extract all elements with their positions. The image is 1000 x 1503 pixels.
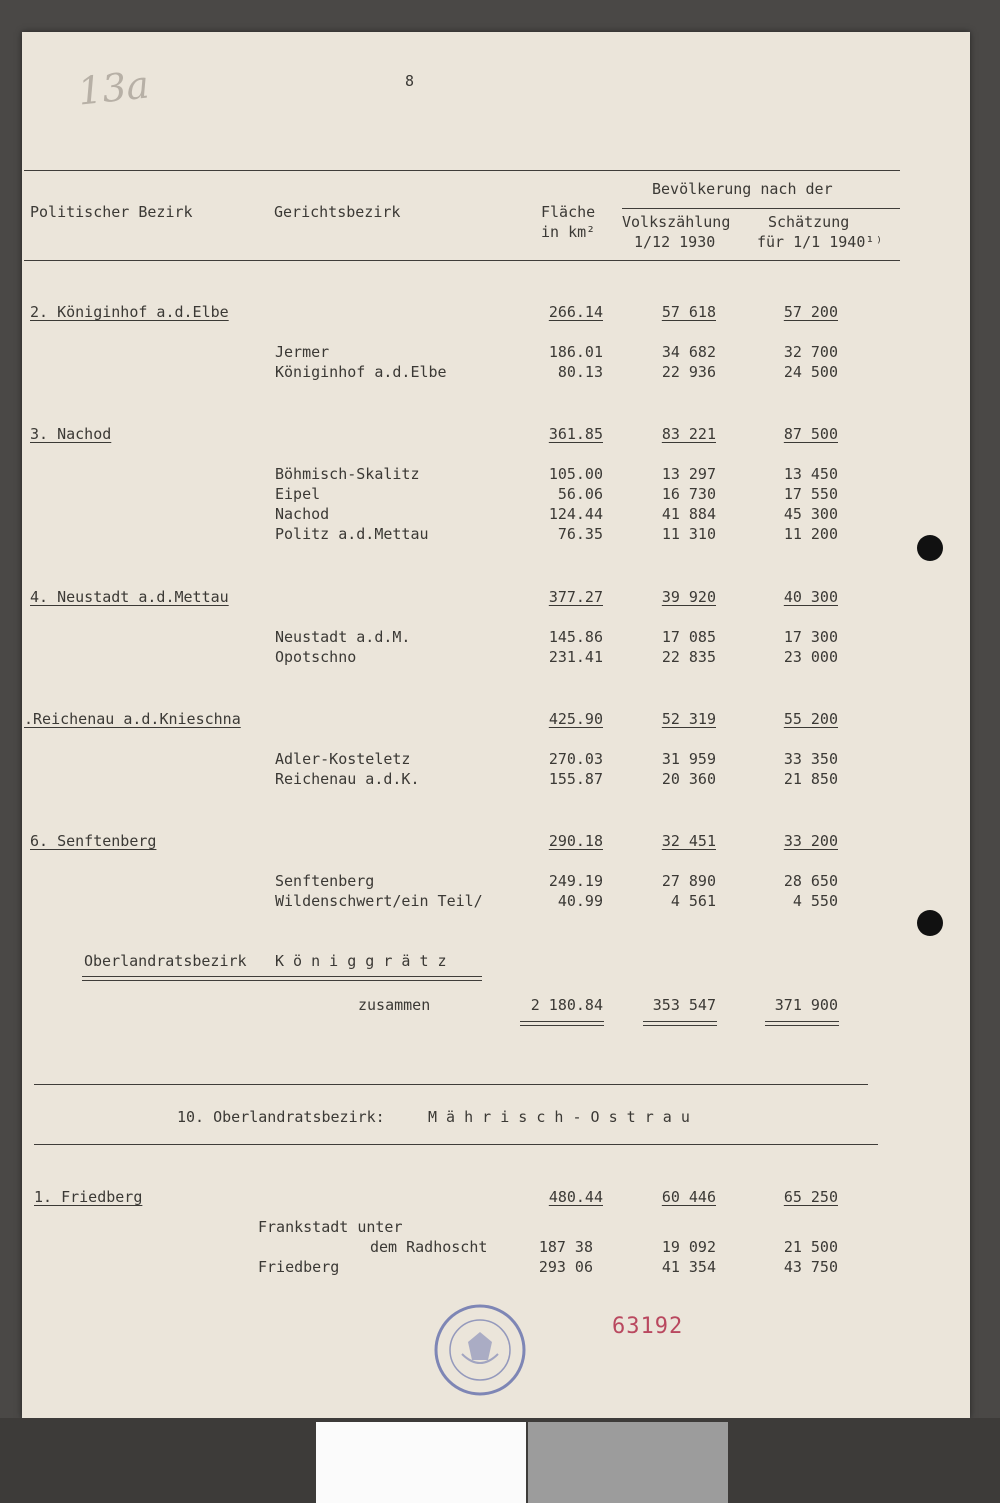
court-estimate: 43 750	[783, 1258, 838, 1276]
census-total-rule	[643, 1021, 717, 1026]
court-census: 34 682	[661, 343, 716, 361]
population-rule	[622, 208, 900, 209]
court-census: 41 354	[661, 1258, 716, 1276]
district-area: 361.85	[548, 425, 603, 443]
population-header: Bevölkerung nach der	[652, 180, 833, 198]
court-area: 80.13	[557, 363, 603, 381]
district-census: 83 221	[661, 425, 716, 443]
court-census: 4 561	[670, 892, 716, 910]
court-area: 124.44	[548, 505, 603, 523]
estimate-header-line1: Schätzung	[768, 213, 850, 231]
district-estimate: 55 200	[783, 710, 838, 728]
court-area: 155.87	[548, 770, 603, 788]
punch-hole-top	[917, 535, 943, 561]
census-header-line1: Volkszählung	[622, 213, 731, 231]
district-area: 425.90	[548, 710, 603, 728]
court-name: Senftenberg	[275, 872, 375, 890]
court-area: 40.99	[557, 892, 603, 910]
court-name: Böhmisch-Skalitz	[275, 465, 420, 483]
district-estimate: 40 300	[783, 588, 838, 606]
area-total-rule	[520, 1021, 604, 1026]
district-estimate: 33 200	[783, 832, 838, 850]
court-estimate: 23 000	[783, 648, 838, 666]
court-census: 22 936	[661, 363, 716, 381]
court-name: Eipel	[275, 485, 321, 503]
district-census: 57 618	[661, 303, 716, 321]
district-name: 3. Nachod	[30, 425, 112, 443]
district-name: .Reichenau a.d.Knieschna	[24, 710, 241, 728]
section-title: 10. Oberlandratsbezirk:	[177, 1108, 385, 1126]
district-name: 6. Senftenberg	[30, 832, 157, 850]
court-area: 76.35	[557, 525, 603, 543]
court-area: 249.19	[548, 872, 603, 890]
court-area: 231.41	[548, 648, 603, 666]
court-census: 13 297	[661, 465, 716, 483]
court-area: 186.01	[548, 343, 603, 361]
court-census: 11 310	[661, 525, 716, 543]
court-census: 17 085	[661, 628, 716, 646]
district-estimate: 57 200	[783, 303, 838, 321]
court-name: Reichenau a.d.K.	[275, 770, 420, 788]
summary-estimate: 371 900	[774, 996, 838, 1014]
punch-hole-bottom	[917, 910, 943, 936]
district-area: 266.14	[548, 303, 603, 321]
summary-name: K ö n i g g r ä t z	[275, 952, 447, 970]
district-census: 39 920	[661, 588, 716, 606]
district-area: 480.44	[548, 1188, 603, 1206]
district-census: 52 319	[661, 710, 716, 728]
district-census: 32 451	[661, 832, 716, 850]
summary-total-label: zusammen	[358, 996, 431, 1014]
court-estimate: 28 650	[783, 872, 838, 890]
white-reference-card	[316, 1422, 526, 1503]
court-estimate: 11 200	[783, 525, 838, 543]
header-top-rule	[24, 170, 900, 171]
court-census: 22 835	[661, 648, 716, 666]
district-name: 1. Friedberg	[34, 1188, 143, 1206]
census-header-line2: 1/12 1930	[634, 233, 716, 251]
section-bottom-rule	[34, 1144, 878, 1145]
district-census: 60 446	[661, 1188, 716, 1206]
court-census: 31 959	[661, 750, 716, 768]
summary-label: Oberlandratsbezirk	[84, 952, 247, 970]
court-census: 20 360	[661, 770, 716, 788]
district-name: 4. Neustadt a.d.Mettau	[30, 588, 229, 606]
court-name: Nachod	[275, 505, 330, 523]
court-estimate: 17 300	[783, 628, 838, 646]
court-area: 293 06	[538, 1258, 593, 1276]
gray-reference-card	[528, 1422, 728, 1503]
court-estimate: 32 700	[783, 343, 838, 361]
court-area: 270.03	[548, 750, 603, 768]
court-name: Königinhof a.d.Elbe	[275, 363, 447, 381]
area-header-line2: in km²	[541, 223, 596, 241]
section-top-rule	[34, 1084, 868, 1085]
area-header-line1: Fläche	[541, 203, 596, 221]
estimate-total-rule	[765, 1021, 839, 1026]
district-name: 2. Königinhof a.d.Elbe	[30, 303, 229, 321]
court-area: 187 38	[538, 1238, 593, 1256]
court-census: 27 890	[661, 872, 716, 890]
estimate-header-line2: für 1/1 1940¹⁾	[757, 233, 884, 251]
political-district-header: Politischer Bezirk	[30, 203, 193, 221]
court-estimate: 17 550	[783, 485, 838, 503]
court-name: Opotschno	[275, 648, 357, 666]
summary-census: 353 547	[652, 996, 716, 1014]
court-estimate: 21 500	[783, 1238, 838, 1256]
page-number: 8	[405, 72, 415, 90]
stamp-number: 63192	[612, 1314, 684, 1339]
header-bottom-rule	[24, 260, 900, 261]
court-name: Jermer	[275, 343, 330, 361]
summary-double-rule	[82, 976, 482, 981]
court-estimate: 13 450	[783, 465, 838, 483]
court-census: 41 884	[661, 505, 716, 523]
handwritten-note: 13a	[75, 62, 152, 114]
section-name: M ä h r i s c h - O s t r a u	[428, 1108, 690, 1126]
district-estimate: 65 250	[783, 1188, 838, 1206]
court-district-header: Gerichtsbezirk	[274, 203, 401, 221]
district-area: 290.18	[548, 832, 603, 850]
court-name-line1: Frankstadt unter	[258, 1218, 403, 1236]
court-estimate: 21 850	[783, 770, 838, 788]
district-estimate: 87 500	[783, 425, 838, 443]
archive-seal-icon	[432, 1302, 528, 1398]
court-estimate: 45 300	[783, 505, 838, 523]
court-name: Adler-Kosteletz	[275, 750, 411, 768]
court-name: Neustadt a.d.M.	[275, 628, 411, 646]
court-area: 145.86	[548, 628, 603, 646]
court-area: 105.00	[548, 465, 603, 483]
court-name: Politz a.d.Mettau	[275, 525, 429, 543]
court-area: 56.06	[557, 485, 603, 503]
court-census: 16 730	[661, 485, 716, 503]
court-estimate: 4 550	[792, 892, 838, 910]
court-name-line2: dem Radhoscht	[370, 1238, 488, 1256]
court-census: 19 092	[661, 1238, 716, 1256]
summary-area: 2 180.84	[530, 996, 603, 1014]
court-estimate: 24 500	[783, 363, 838, 381]
court-name: Wildenschwert/ein Teil/	[275, 892, 483, 910]
district-area: 377.27	[548, 588, 603, 606]
court-estimate: 33 350	[783, 750, 838, 768]
court-name: Friedberg	[258, 1258, 340, 1276]
